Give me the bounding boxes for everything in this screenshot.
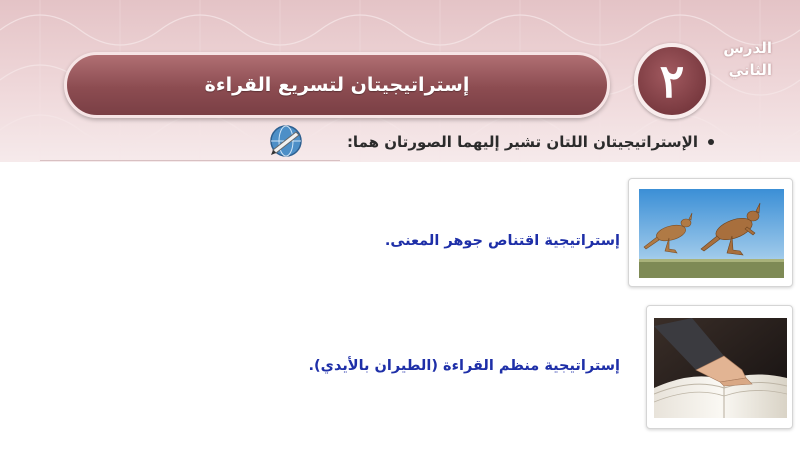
lesson-label [682,37,772,81]
lesson-label-line1: الدرس [723,39,772,57]
intro-text: الإستراتيجيتان اللتان تشير إليهما الصورتان هما: [346,133,698,151]
kangaroos-photo-card [628,178,793,287]
globe-pen-icon [268,124,304,158]
hand-on-book-photo [654,318,787,418]
kangaroos-photo [639,189,784,278]
hand-on-book-photo-card [646,305,793,429]
lesson-label-line2: الثاني [728,61,772,79]
strategy-1-text: إستراتيجية اقتناص جوهر المعنى. [384,233,620,249]
lesson-number: ٢ [659,54,685,108]
lesson-title-bar [64,52,610,118]
header-divider [40,160,340,161]
intro-bullet [347,130,714,154]
lesson-title: إستراتيجيتان لتسريع القراءة [204,74,470,96]
bullet-dot [708,139,714,145]
strategy-2-text: إستراتيجية منظم القراءة (الطيران بالأيدي). [308,358,620,374]
